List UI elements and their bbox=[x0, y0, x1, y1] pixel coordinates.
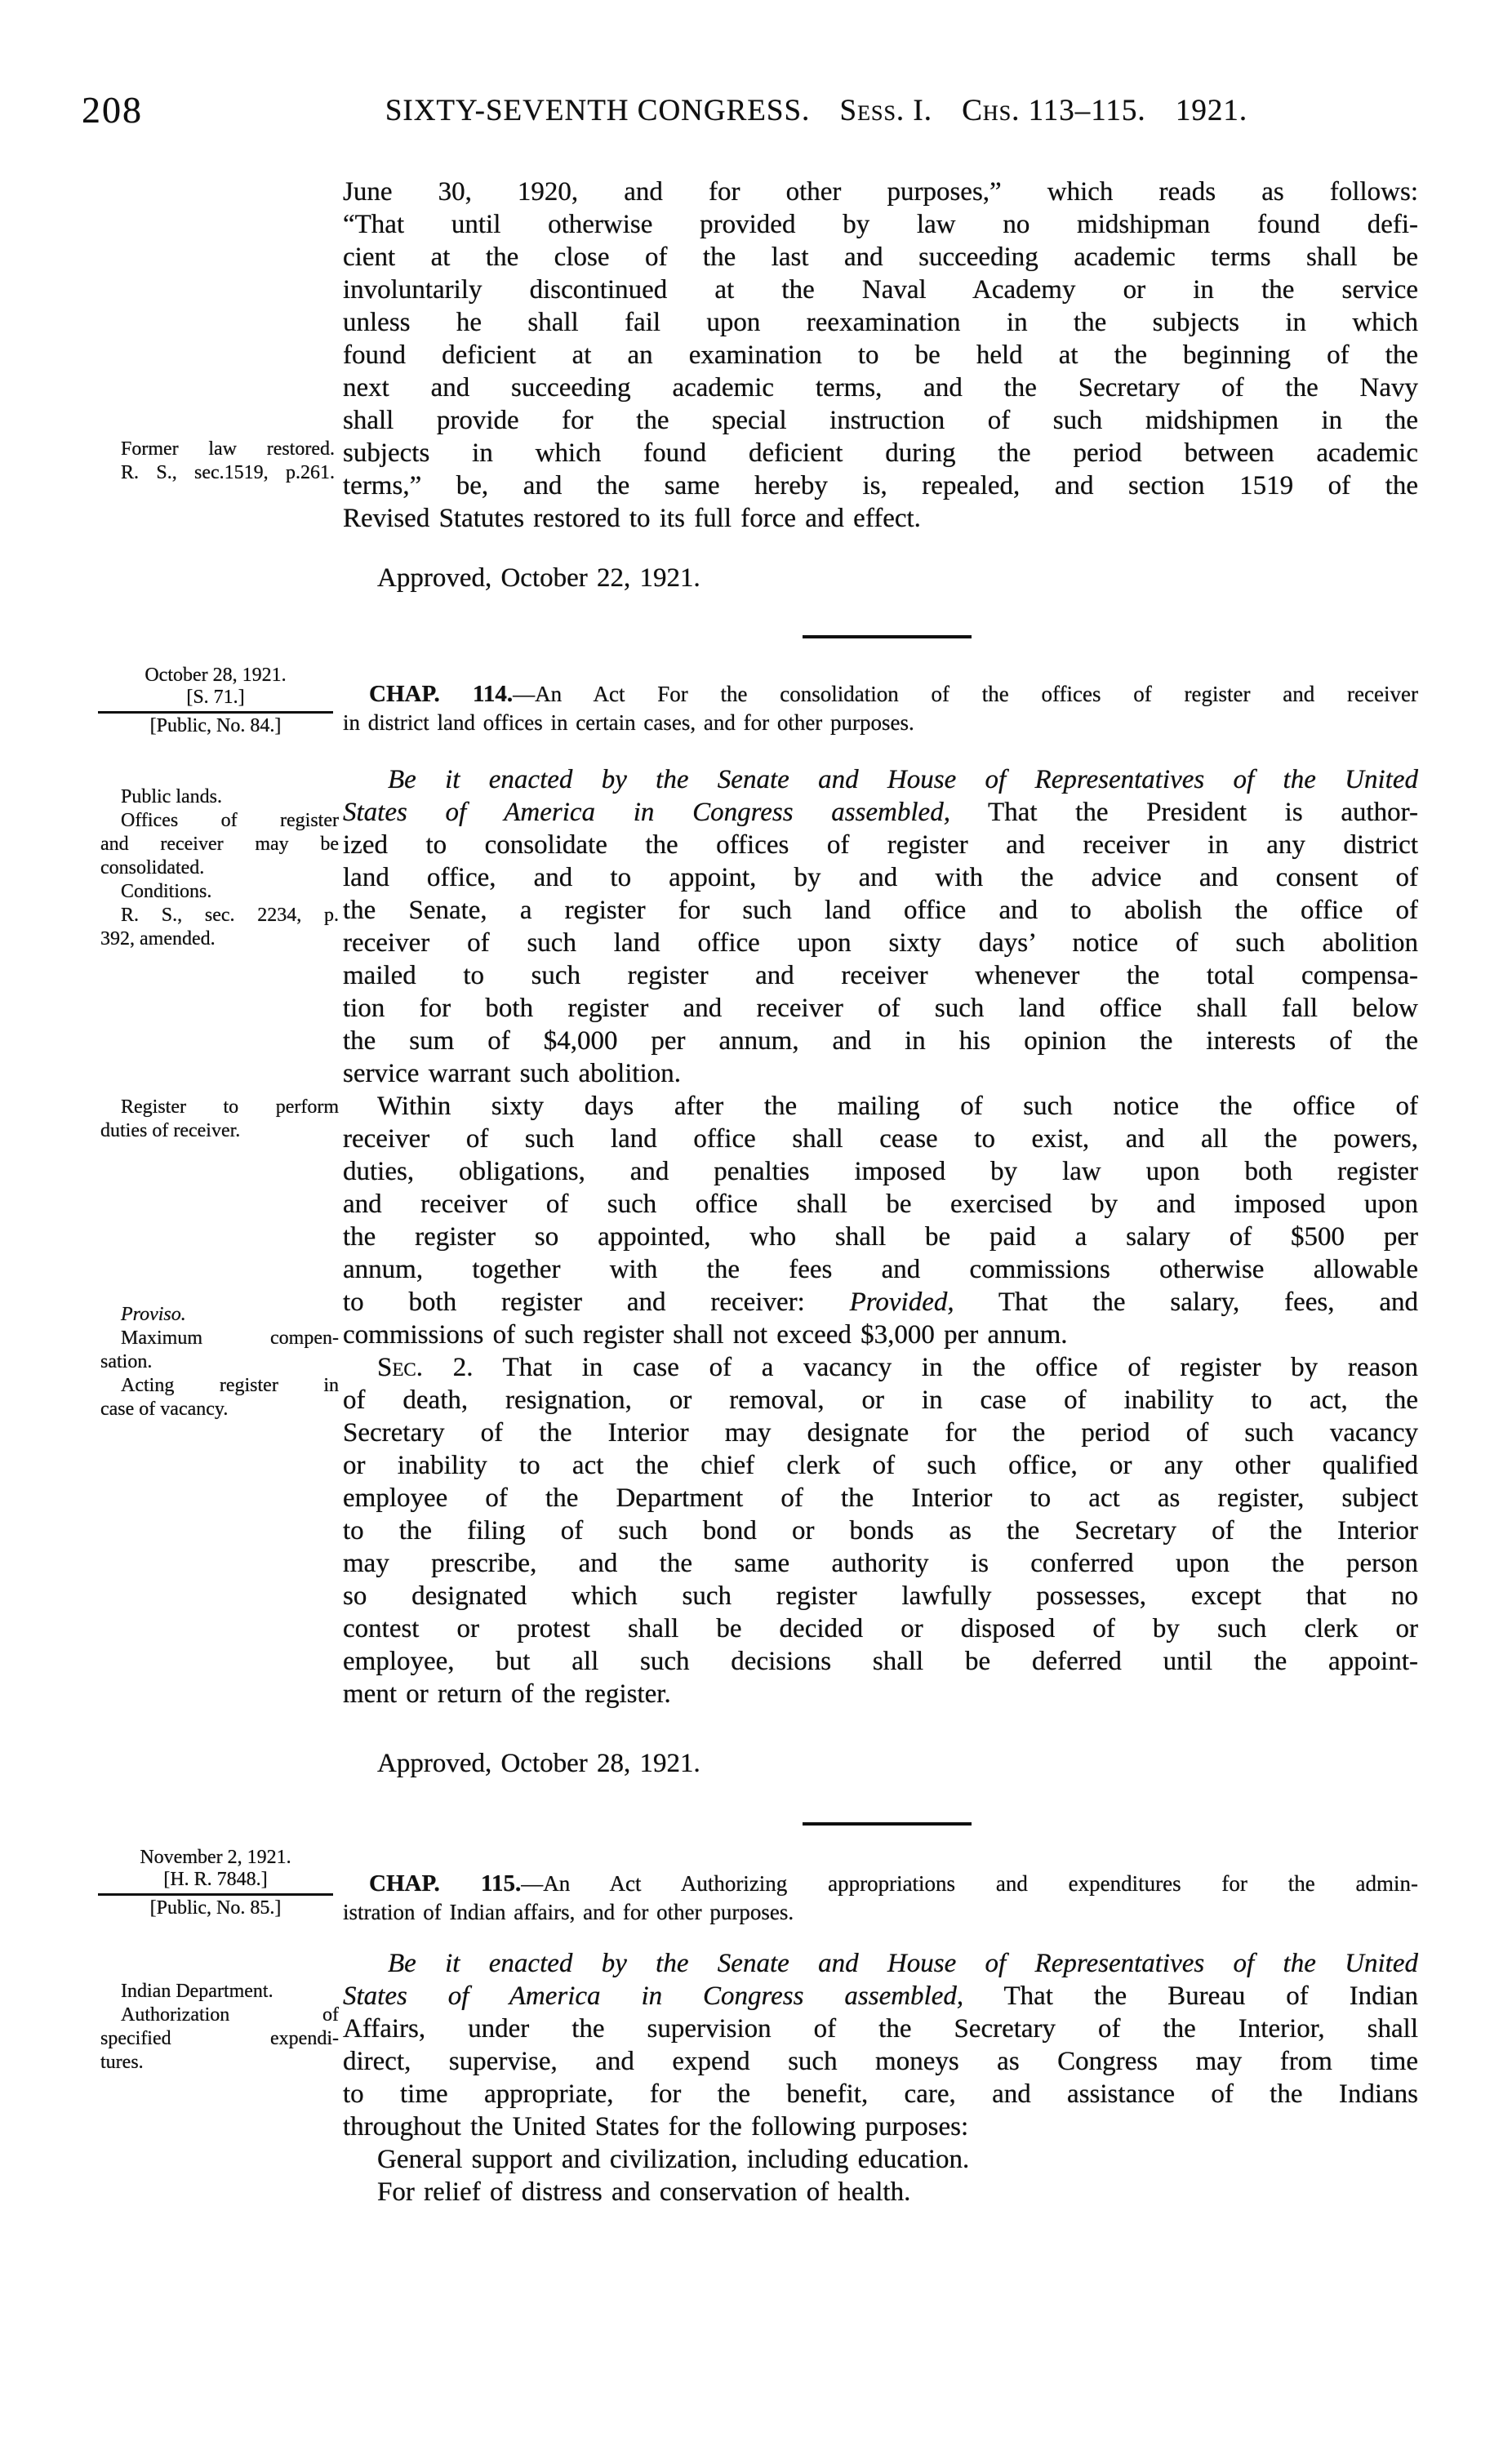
margin-note-line: Proviso. bbox=[121, 1304, 186, 1325]
statute-text: That the salary, fees, and bbox=[954, 1287, 1418, 1317]
statute-line: shall provide for the special instruction of such midshipmen in the bbox=[343, 406, 1418, 435]
statute-line: direct, supervise, and expend such moneys as Congress may from time bbox=[343, 2047, 1418, 2076]
chap-114-paragraph-2 bbox=[343, 1090, 1418, 1351]
statute-text: to both register and receiver: bbox=[343, 1287, 850, 1317]
margin-note-line: Indian Department. bbox=[121, 1981, 273, 2002]
margin-note-acting-register bbox=[100, 1374, 339, 1421]
margin-note-line: R. S., sec.1519, p.261. bbox=[121, 462, 335, 483]
bill-number-line: [H. R. 7848.] bbox=[163, 1869, 268, 1890]
statute-line: “That until otherwise provided by law no midshipman found defi- bbox=[343, 210, 1418, 239]
margin-note-line: sation. bbox=[100, 1351, 153, 1372]
margin-note-line: Register to perform bbox=[121, 1096, 339, 1118]
public-law-line: [Public, No. 84.] bbox=[149, 715, 282, 736]
margin-note-line: tures. bbox=[100, 2052, 144, 2073]
statute-line: throughout the United States for the following purposes: bbox=[343, 2112, 969, 2141]
margin-note-line: specified expendi- bbox=[100, 2028, 339, 2049]
margin-note-line: Maximum compen- bbox=[121, 1328, 339, 1349]
statute-line: subjects in which found deficient during the period between academic bbox=[343, 438, 1418, 468]
statute-line: cient at the close of the last and succeeding academic terms shall be bbox=[343, 242, 1418, 272]
statute-line: so designated which such register lawfully possesses, except that no bbox=[343, 1581, 1418, 1611]
statute-text: 2. That in case of a vacancy in the office of register by reason bbox=[423, 1353, 1418, 1382]
margin-note-line: consolidated. bbox=[100, 857, 205, 878]
chapter-heading-line: istration of Indian affairs, and for other purposes. bbox=[343, 1900, 794, 1924]
chap-114-heading bbox=[343, 680, 1418, 737]
statute-line: the register so appointed, who shall be paid a salary of $500 per bbox=[343, 1222, 1418, 1252]
statute-text: That the President is author- bbox=[949, 798, 1418, 827]
statute-line: ment or return of the register. bbox=[343, 1679, 671, 1709]
statute-line: next and succeeding academic terms, and the Secretary of the Navy bbox=[343, 373, 1418, 402]
section-separator-rule bbox=[803, 635, 972, 638]
statute-line: to time appropriate, for the benefit, care, and assistance of the Indians bbox=[343, 2079, 1418, 2109]
chapter-heading-line bbox=[343, 1870, 1418, 1898]
statute-line: duties, obligations, and penalties imposed by law upon both register bbox=[343, 1157, 1418, 1186]
approved-line: Approved, October 28, 1921. bbox=[377, 1749, 700, 1778]
statute-line: and receiver of such office shall be exercised by and imposed upon bbox=[343, 1190, 1418, 1219]
statute-line: service warrant such abolition. bbox=[343, 1059, 682, 1088]
chap-114-date-note bbox=[98, 665, 333, 737]
margin-note-line: case of vacancy. bbox=[100, 1399, 229, 1420]
margin-note-line: Public lands. bbox=[121, 786, 222, 807]
statute-line: unless he shall fail upon reexamination in the subjects in which bbox=[343, 308, 1418, 337]
approved-line: Approved, October 22, 1921. bbox=[377, 563, 700, 593]
running-header-year: 1921. bbox=[1175, 94, 1248, 127]
running-header-congress: SIXTY-SEVENTH CONGRESS. bbox=[385, 94, 811, 127]
chap-114-section-2 bbox=[343, 1351, 1418, 1710]
margin-note-proviso bbox=[100, 1303, 339, 1374]
statute-line: Be it enacted by the Senate and House of Representatives of the United bbox=[388, 765, 1418, 794]
chapter-heading-line: in district land offices in certain cases, and for other purposes. bbox=[343, 710, 914, 735]
statute-line: the Senate, a register for such land office and to abolish the office of bbox=[343, 896, 1418, 925]
margin-note-line: and receiver may be bbox=[100, 834, 339, 855]
statute-line: commissions of such register shall not exceed $3,000 per annum. bbox=[343, 1320, 1068, 1350]
chapter-number: CHAP. 114. bbox=[369, 681, 514, 707]
statute-line: Be it enacted by the Senate and House of Representatives of the United bbox=[388, 1949, 1418, 1978]
statute-line: employee of the Department of the Interior to act as register, subject bbox=[343, 1483, 1418, 1513]
statute-line bbox=[343, 1980, 1418, 2012]
chap-115-date-note bbox=[98, 1847, 333, 1919]
statute-line: employee, but all such decisions shall be deferred until the appoint- bbox=[343, 1647, 1418, 1676]
chapter-number: CHAP. 115. bbox=[369, 1870, 522, 1897]
statute-line: For relief of distress and conservation of health. bbox=[377, 2177, 911, 2207]
chap-115-enacting-paragraph bbox=[343, 1947, 1418, 2208]
statute-line: contest or protest shall be decided or disposed of by such clerk or bbox=[343, 1614, 1418, 1643]
enacting-clause-italic: States of America in Congress assembled, bbox=[343, 798, 950, 827]
margin-note-line: Former law restored. bbox=[121, 438, 335, 460]
date-note-rule bbox=[98, 711, 333, 714]
statute-line: General support and civilization, including education. bbox=[377, 2145, 970, 2174]
chap-115-heading bbox=[343, 1870, 1418, 1927]
statute-line: land office, and to appoint, by and with the advice and consent of bbox=[343, 863, 1418, 892]
margin-note-register-duties bbox=[100, 1096, 339, 1143]
margin-note-line: 392, amended. bbox=[100, 928, 216, 949]
chap-114-approved bbox=[343, 1747, 1418, 1780]
margin-note-line: Conditions. bbox=[121, 881, 212, 902]
statute-line: mailed to such register and receiver whenever the total compensa- bbox=[343, 961, 1418, 990]
margin-note-line: Offices of register bbox=[121, 810, 339, 831]
margin-note-public-lands bbox=[100, 785, 339, 951]
statute-line: or inability to act the chief clerk of such office, or any other qualified bbox=[343, 1451, 1418, 1480]
statute-line bbox=[343, 1351, 1418, 1384]
proviso-word: Provided, bbox=[849, 1287, 954, 1317]
margin-note-former-law bbox=[121, 438, 335, 485]
statute-line: June 30, 1920, and for other purposes,” which reads as follows: bbox=[343, 177, 1418, 207]
running-header bbox=[269, 93, 1363, 128]
statute-line: found deficient at an examination to be held at the beginning of the bbox=[343, 340, 1418, 370]
statute-line: Secretary of the Interior may designate for the period of such vacancy bbox=[343, 1418, 1418, 1448]
running-header-session: Sess. I. bbox=[839, 94, 932, 127]
date-line: October 28, 1921. bbox=[145, 665, 287, 686]
statute-line: terms,” be, and the same hereby is, repealed, and section 1519 of the bbox=[343, 471, 1418, 500]
date-note-rule bbox=[98, 1893, 333, 1896]
statute-line: may prescribe, and the same authority is conferred upon the person bbox=[343, 1549, 1418, 1578]
statute-line: receiver of such land office shall cease to exist, and all the powers, bbox=[343, 1124, 1418, 1154]
chapter-title-text: —An Act Authorizing appropriations and expenditures for the admin- bbox=[521, 1871, 1418, 1896]
statute-line: involuntarily discontinued at the Naval Academy or in the service bbox=[343, 275, 1418, 305]
chap-113-approved bbox=[343, 562, 1418, 594]
statute-line: to the filing of such bond or bonds as the Secretary of the Interior bbox=[343, 1516, 1418, 1545]
margin-note-line: duties of receiver. bbox=[100, 1120, 241, 1141]
statute-line bbox=[343, 796, 1418, 829]
enacting-clause-italic: States of America in Congress assembled, bbox=[343, 1981, 964, 2011]
public-law-line: [Public, No. 85.] bbox=[149, 1897, 282, 1919]
running-header-chapters: Chs. 113–115. bbox=[962, 94, 1146, 127]
margin-note-indian-department bbox=[100, 1980, 339, 2075]
margin-note-line: Acting register in bbox=[121, 1375, 339, 1396]
margin-note-line: R. S., sec. 2234, p. bbox=[121, 905, 339, 926]
chap-113-body bbox=[343, 176, 1418, 535]
statute-line: Revised Statutes restored to its full force and effect. bbox=[343, 504, 921, 533]
margin-note-line: Authorization of bbox=[121, 2004, 339, 2026]
statute-line bbox=[343, 1286, 1418, 1319]
statute-text: That the Bureau of Indian bbox=[963, 1981, 1418, 2011]
statute-line: tion for both register and receiver of such land office shall fall below bbox=[343, 994, 1418, 1023]
section-label: Sec. bbox=[377, 1353, 423, 1382]
chap-114-enacting-paragraph bbox=[343, 763, 1418, 1090]
statute-line: receiver of such land office upon sixty days’ notice of such abolition bbox=[343, 928, 1418, 958]
statute-line: ized to consolidate the offices of register and receiver in any district bbox=[343, 830, 1418, 860]
chapter-title-text: —An Act For the consolidation of the offices of register and receiver bbox=[513, 682, 1418, 706]
page-number: 208 bbox=[82, 89, 143, 131]
statute-line: annum, together with the fees and commissions otherwise allowable bbox=[343, 1255, 1418, 1284]
bill-number-line: [S. 71.] bbox=[186, 687, 245, 708]
chapter-heading-line bbox=[343, 680, 1418, 709]
statute-line: Affairs, under the supervision of the Secretary of the Interior, shall bbox=[343, 2014, 1418, 2044]
date-line: November 2, 1921. bbox=[140, 1847, 291, 1868]
statute-line: the sum of $4,000 per annum, and in his opinion the interests of the bbox=[343, 1026, 1418, 1056]
section-separator-rule bbox=[803, 1822, 972, 1826]
statute-line: of death, resignation, or removal, or in case of inability to act, the bbox=[343, 1385, 1418, 1415]
statute-line: Within sixty days after the mailing of such notice the office of bbox=[377, 1092, 1418, 1121]
